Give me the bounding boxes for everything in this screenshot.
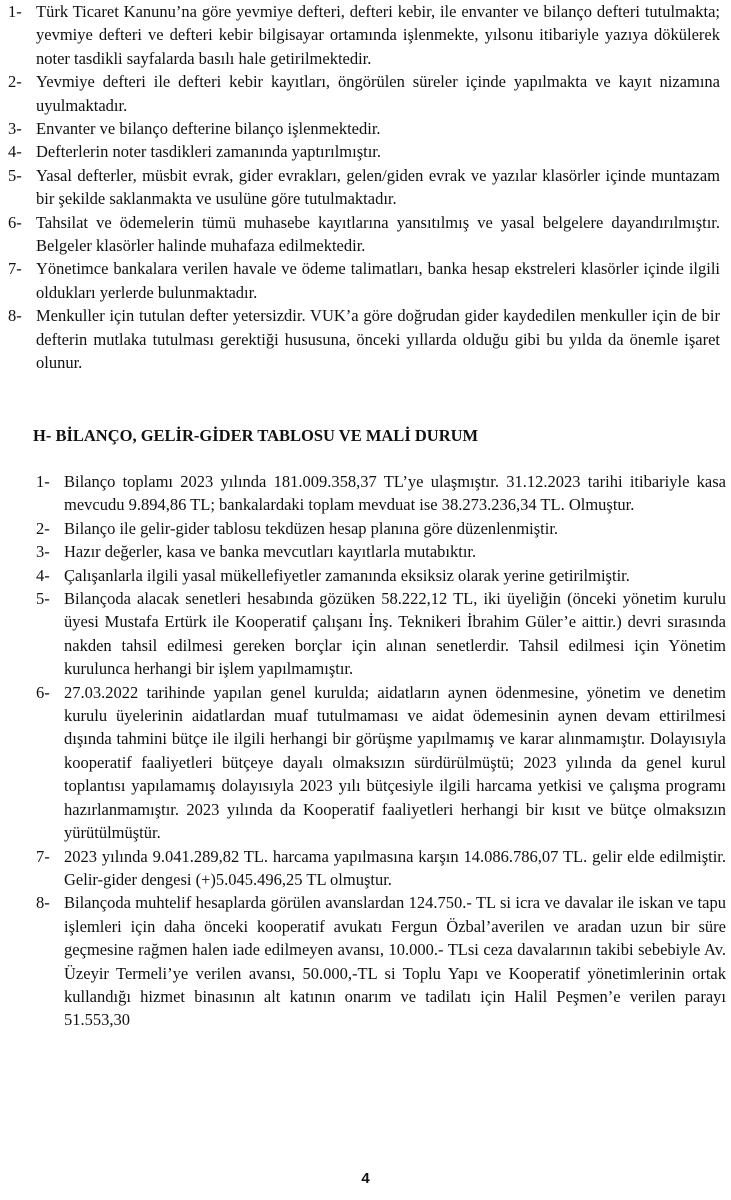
list-item bbox=[8, 304, 720, 374]
item-text: Hazır değerler, kasa ve banka mevcutları kayıtlarla mutabıktır. bbox=[64, 542, 477, 562]
list-item bbox=[8, 164, 720, 211]
item-text: Yevmiye defteri ile defteri kebir kayıtları, öngörülen süreler içinde yapılmakta ve kayıt nizamına uyulmaktadır. bbox=[36, 72, 720, 115]
item-text: Bilançoda alacak senetleri hesabında gözüken 58.222,12 TL, iki üyeliğin (önceki yönetim kurulu üyesi Mustafa Ertürk ile Kooperatif çalışanı İnş. Teknikeri İbrahim Güler’e aittir.) devri sırasında nakden tahsil edilmesi gereken borçlar için alınan senetlerdir. Tahsil edilmesi için Yönetim kurulunca herhangi bir işlem yapılmamıştır. bbox=[64, 589, 726, 679]
list-item bbox=[36, 517, 726, 540]
item-text: Bilançoda muhtelif hesaplarda görülen avanslardan 124.750.- TL si icra ve davalar ile iskan ve tapu işlemleri için daha önceki kooperatif avukatı Fergun Özbal’averilen ve aradan uzun bir süre geçmesine rağmen halen iade edilmeyen avansı, 10.000.- TLsi ceza davalarının takibi sebebiyle Av. Üzeyir Termeli’ye verilen avansı, 50.000,-TL si Toplu Yapı ve Kooperatif yönetimlerinin ortak kullandığı hizmet binasının alt katının onarım ve tadilatı için Halil Peşmen’e verilen parayı 51.553,30 bbox=[64, 893, 726, 1030]
item-number: 5- bbox=[36, 589, 50, 609]
page-number: 4 bbox=[361, 1170, 370, 1187]
item-text: 27.03.2022 tarihinde yapılan genel kurulda; aidatların aynen ödenmesine, yönetim ve denetim kurulu üyelerinin aidatlardan muaf tutulmaması ve aidat ödemesinin aynen devam ettirilmesi dışında tahmini bütçe ile ilgili herhangi bir görüşme yapılmamış ve karar alınmamıştır. Dolayısıyla kooperatif faaliyetleri bütçeye dayalı olmaksızın sürdürülmüştü; 2023 yılında da genel kurul toplantısı yapılamamış dolayısıyla 2023 yılı bütçesiyle ilgili harcama yetkisi ve çalışma programı hazırlanmamıştır. 2023 yılında da Kooperatif faaliyetleri herhangi bir kısıt ve bütçe olmaksızın yürütülmüştür. bbox=[64, 682, 726, 843]
section-h-list bbox=[36, 470, 726, 1032]
list-item bbox=[8, 211, 720, 258]
list-item bbox=[8, 70, 720, 117]
item-text: Bilanço toplamı 2023 yılında 181.009.358,37 TL’ye ulaşmıştır. 31.12.2023 tarihi itibariyle kasa mevcudu 9.894,86 TL; bankalardaki toplam mevduat ise 38.273.236,34 TL. Olmuştur. bbox=[64, 472, 726, 515]
list-item bbox=[8, 140, 720, 163]
item-number: 4- bbox=[36, 565, 50, 585]
item-number: 6- bbox=[36, 682, 50, 702]
item-number: 2- bbox=[8, 72, 22, 92]
list-item bbox=[36, 587, 726, 681]
item-text: 2023 yılında 9.041.289,82 TL. harcama yapılmasına karşın 14.086.786,07 TL. gelir elde edilmiştir. Gelir-gider dengesi (+)5.045.496,25 TL olmuştur. bbox=[64, 846, 726, 889]
item-number: 3- bbox=[36, 542, 50, 562]
item-text: Tahsilat ve ödemelerin tümü muhasebe kayıtlarına yansıtılmış ve yasal belgelere dayandırılmıştır. Belgeler klasörler halinde muhafaza edilmektedir. bbox=[36, 212, 720, 256]
item-number: 5- bbox=[8, 165, 22, 185]
list-item bbox=[8, 257, 720, 304]
item-number: 7- bbox=[36, 846, 50, 866]
item-number: 4- bbox=[8, 142, 22, 162]
list-item bbox=[36, 681, 726, 845]
item-number: 7- bbox=[8, 259, 22, 279]
list-item bbox=[36, 540, 726, 563]
list-item bbox=[36, 891, 726, 1031]
item-text: Yönetimce bankalara verilen havale ve ödeme talimatları, banka hesap ekstreleri klasörler içinde ilgili oldukları yerlerde bulunmaktadır. bbox=[36, 259, 720, 302]
item-text: Defterlerin noter tasdikleri zamanında yaptırılmıştır. bbox=[36, 142, 382, 162]
item-number: 6- bbox=[8, 212, 22, 232]
item-number: 3- bbox=[8, 119, 22, 139]
item-text: Bilanço ile gelir-gider tablosu tekdüzen hesap planına göre düzenlenmiştir. bbox=[64, 518, 559, 538]
item-number: 1- bbox=[8, 2, 22, 21]
item-text: Envanter ve bilanço defterine bilanço işlenmektedir. bbox=[36, 119, 381, 139]
item-number: 2- bbox=[36, 518, 50, 538]
item-number: 1- bbox=[36, 472, 50, 491]
list-item bbox=[36, 845, 726, 892]
section-h-heading: H- BİLANÇO, GELİR-GİDER TABLOSU VE MALİ DURUM bbox=[33, 426, 479, 445]
item-text: Çalışanlarla ilgili yasal mükellefiyetler zamanında eksiksiz olarak yerine getirilmiştir. bbox=[64, 565, 630, 585]
item-text: Türk Ticaret Kanunu’na göre yevmiye defteri, defteri kebir, ile envanter ve bilanço defteri tutulmakta; yevmiye defteri ve defteri kebir bilgisayar ortamında işlenmekte, yılsonu itibariyle yazıya dökülerek noter tasdikli sayfalarda basılı hale getirilmektedir. bbox=[36, 2, 720, 68]
section-g-list bbox=[8, 0, 720, 375]
item-number: 8- bbox=[36, 893, 50, 913]
list-item bbox=[8, 0, 720, 70]
list-item bbox=[8, 117, 720, 140]
item-number: 8- bbox=[8, 306, 22, 326]
item-text: Yasal defterler, müsbit evrak, gider evrakları, gelen/giden evrak ve yazılar klasörler içinde muntazam bir şekilde saklanmakta ve usulüne göre tutulmaktadır. bbox=[36, 165, 720, 209]
list-item bbox=[36, 470, 726, 517]
list-item bbox=[36, 564, 726, 587]
item-text: Menkuller için tutulan defter yetersizdir. VUK’a göre doğrudan gider kaydedilen menkuller için de bir defterin mutlaka tutulması gerektiği hususuna, önceki yıllarda olduğu gibi bu yılda da önemle işaret olunur. bbox=[36, 306, 720, 373]
